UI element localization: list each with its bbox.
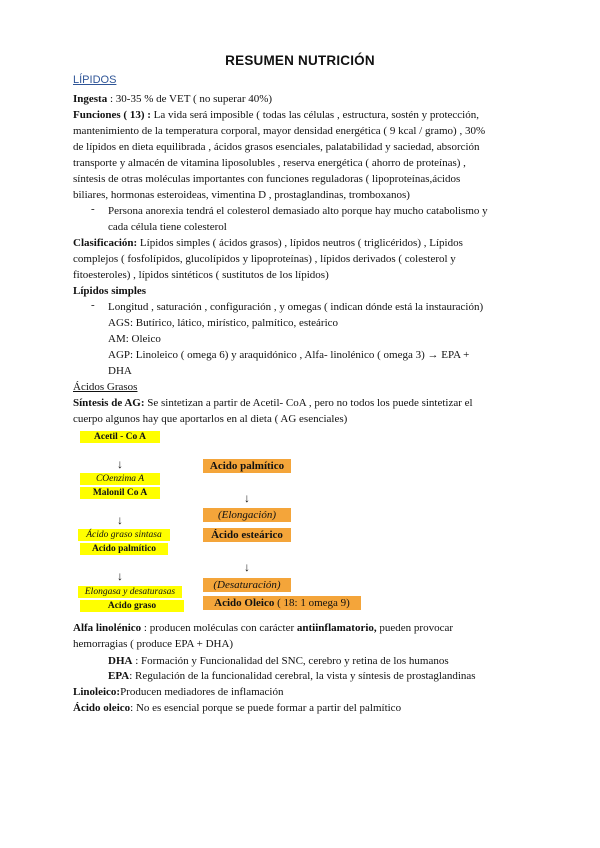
down-arrow-icon: ↓: [117, 569, 123, 583]
lipidos-simples-line: AGS: Butírico, lático, mirístico, palmítico, esteárico: [108, 317, 339, 329]
lipidos-simples-heading: [73, 283, 146, 299]
funciones-label: Funciones ( 13) :: [73, 109, 151, 121]
oleico-label: Ácido oleico: [73, 702, 131, 714]
section-heading-lipidos: LÍPIDOS: [73, 74, 117, 86]
epa-line: [108, 668, 476, 684]
diagram-box-palmitico-orange: Acido palmítico: [203, 459, 291, 473]
diagram-box-estearico: Ácido esteárico: [203, 528, 291, 542]
epa-label: EPA: [108, 670, 130, 682]
diagram-enzyme-elongasa: Elongasa y desaturasas: [78, 586, 182, 598]
diagram-box-malonil: Malonil Co A: [80, 487, 160, 499]
dha-label: DHA: [108, 655, 133, 667]
ingesta-line: [73, 91, 272, 107]
sintesis-paragraph: [73, 395, 473, 427]
sintesis-label: Síntesis de AG:: [73, 397, 145, 409]
anorexia-note: [108, 203, 488, 235]
oleico-box-label: Acido Oleico: [214, 597, 275, 609]
clasificacion-line: Lípidos simples ( ácidos grasos) , lípidos neutros ( triglicéridos) , Lípidos: [137, 237, 463, 249]
anorexia-line: cada célula tiene colesterol: [108, 221, 227, 233]
dha-text: : Formación y Funcionalidad del SNC, cerebro y retina de los humanos: [132, 655, 449, 667]
oleico-text: : No es esencial porque se puede formar a partir del palmítico: [130, 702, 402, 714]
alfa-line2: hemorragias ( produce EPA + DHA): [73, 638, 234, 650]
diagram-step-elongacion: (Elongación): [203, 508, 291, 522]
page-title: RESUMEN NUTRICIÓN: [225, 53, 375, 68]
alfa-text-end: pueden provocar: [376, 622, 454, 634]
clasificacion-line: complejos ( fosfolípidos, glucolípidos y lipoproteínas) , lípidos derivados ( colesterol y: [73, 253, 456, 265]
alfa-bold: antiinflamatorio,: [296, 622, 377, 634]
epa-text: : Regulación de la funcionalidad cerebral, la vista y síntesis de prostaglandinas: [129, 670, 476, 682]
diagram-box-palmitico: Acido palmítico: [80, 543, 168, 555]
oleico-line: [73, 700, 401, 716]
lipidos-simples-line: AGP: Linoleico ( omega 6) y araquidónico , Alfa- linolénico ( omega 3) → EPA +: [108, 349, 470, 361]
ingesta-label: Ingesta: [73, 93, 108, 105]
funciones-line: mantenimiento de la temperatura corporal, mayor densidad energética ( 9 kcal / gramo) , 30%: [73, 125, 486, 137]
diagram-enzyme-coenzima: COenzima A: [80, 473, 160, 485]
diagram-box-acetil-coa: Acetil - Co A: [80, 431, 160, 443]
down-arrow-icon: ↓: [117, 457, 123, 471]
anorexia-line: Persona anorexia tendrá el colesterol demasiado alto porque hay mucho catabolismo y: [108, 205, 488, 217]
acidos-grasos-heading: Ácidos Grasos: [73, 381, 138, 393]
linoleico-line: [73, 684, 283, 700]
clasificacion-line: fitoesteroles) , lípidos sintéticos ( sustitutos de los lípidos): [73, 269, 329, 281]
bullet-dash: -: [91, 203, 95, 215]
funciones-line: de lípidos en dieta equilibrada , ácidos grasos esenciales, palatabilidad y saciedad, absorción: [73, 141, 480, 153]
clasificacion-label: Clasificación:: [73, 237, 138, 249]
lipidos-simples-line: Longitud , saturación , configuración , y omegas ( indican dónde está la instauración): [108, 301, 484, 313]
linoleico-label: Linoleico:: [73, 686, 121, 698]
funciones-line: transporte y almacén de vitamina liposolubles , reserva energética ( ahorro de proteínas) ,: [73, 157, 466, 169]
alfa-linolenico-paragraph: [73, 620, 453, 652]
sintesis-line: Se sintetizan a partir de Acetil- CoA , pero no todos los puede sintetizar el: [144, 397, 473, 409]
ingesta-text: : 30-35 % de VET ( no superar 40%): [107, 93, 273, 105]
clasificacion-paragraph: [73, 235, 463, 283]
alfa-text: : producen moléculas con carácter: [141, 622, 297, 634]
lipidos-simples-line: DHA: [108, 365, 132, 377]
down-arrow-icon: ↓: [244, 491, 250, 505]
diagram-box-acido-graso: Acido graso: [80, 600, 184, 612]
diagram-step-desaturacion: (Desaturación): [203, 578, 291, 592]
sintesis-line: cuerpo algunos hay que aportarlos en al dieta ( AG esenciales): [73, 413, 348, 425]
oleico-box-detail: ( 18: 1 omega 9): [274, 597, 350, 609]
funciones-line: síntesis de otras moléculas importantes con funciones reguladoras ( lipoproteínas,ácidos: [73, 173, 461, 185]
diagram-box-oleico: [203, 596, 361, 610]
lipidos-simples-heading-text: Lípidos simples: [73, 285, 147, 297]
down-arrow-icon: ↓: [244, 560, 250, 574]
down-arrow-icon: ↓: [117, 513, 123, 527]
lipidos-simples-line: AM: Oleico: [108, 333, 161, 345]
funciones-line: biliares, hormonas esteroideas, vimentina D , prostaglandinas, tromboxanos): [73, 189, 410, 201]
funciones-paragraph: [73, 107, 485, 203]
alfa-label: Alfa linolénico: [73, 622, 142, 634]
diagram-enzyme-sintasa: Ácido graso sintasa: [78, 529, 170, 541]
linoleico-text: Producen mediadores de inflamación: [120, 686, 284, 698]
funciones-line: La vida será imposible ( todas las células , estructura, sostén y protección,: [150, 109, 479, 121]
dha-line: [108, 653, 449, 669]
bullet-dash: -: [91, 299, 95, 311]
lipidos-simples-list: [108, 299, 483, 379]
